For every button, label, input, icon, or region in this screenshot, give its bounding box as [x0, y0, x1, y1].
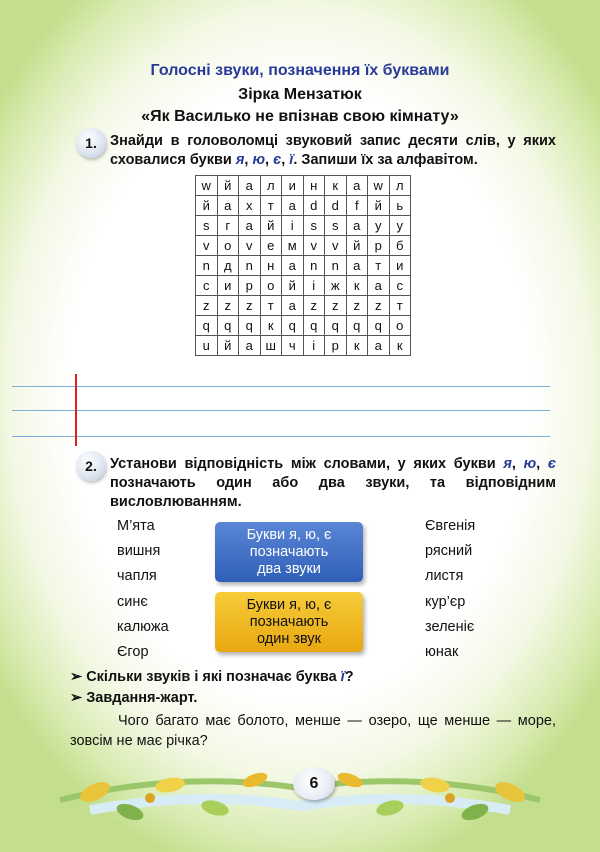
grid-cell: z: [303, 296, 325, 316]
grid-cell: ж: [325, 276, 347, 296]
grid-cell: р: [239, 276, 261, 296]
grid-cell: n: [239, 256, 261, 276]
grid-cell: а: [346, 256, 368, 276]
two-sounds-box: [215, 522, 363, 582]
grid-cell: а: [239, 336, 261, 356]
one-sound-line-1: Букви я, ю, є: [246, 597, 332, 613]
grid-cell: к: [325, 176, 347, 196]
grid-cell: у: [368, 216, 390, 236]
grid-cell: к: [346, 276, 368, 296]
author-name: Зірка Мензатюк: [238, 86, 362, 103]
question-2-text: Завдання-жарт.: [86, 690, 198, 706]
grid-cell: й: [196, 196, 218, 216]
right-word-3: листя: [425, 568, 464, 584]
grid-cell: n: [196, 256, 218, 276]
grid-cell: т: [368, 256, 390, 276]
grid-row: [196, 176, 411, 196]
grid-row: [196, 256, 411, 276]
grid-cell: q: [196, 316, 218, 336]
grid-cell: г: [217, 216, 239, 236]
grid-row: [196, 276, 411, 296]
grid-cell: i: [303, 336, 325, 356]
question-joke-task: [70, 690, 197, 706]
grid-cell: й: [217, 176, 239, 196]
grid-cell: т: [260, 196, 282, 216]
grid-cell: л: [260, 176, 282, 196]
grid-cell: й: [260, 216, 282, 236]
grid-cell: q: [303, 316, 325, 336]
left-word-5: калюжа: [117, 619, 169, 635]
grid-cell: z: [196, 296, 218, 316]
grid-cell: д: [217, 256, 239, 276]
two-sounds-line-1: Букви я, ю, є: [246, 527, 332, 543]
grid-cell: а: [346, 216, 368, 236]
grid-cell: v: [196, 236, 218, 256]
grid-cell: о: [260, 276, 282, 296]
grid-cell: а: [368, 276, 390, 296]
grid-row: [196, 236, 411, 256]
page-number: 6: [293, 768, 335, 800]
grid-cell: й: [282, 276, 304, 296]
grid-cell: т: [389, 296, 411, 316]
right-word-6: юнак: [425, 644, 459, 660]
grid-cell: v: [303, 236, 325, 256]
task-1-text-before: Знайди в головоломці звуковий запис десяти слів, у яких сховалися букви: [110, 133, 556, 168]
grid-cell: s: [303, 216, 325, 236]
grid-cell: ь: [389, 196, 411, 216]
letter-ye-2: є: [547, 456, 556, 472]
grid-cell: а: [239, 216, 261, 236]
grid-cell: м: [282, 236, 304, 256]
question-1-text: Скільки звуків і які позначає буква: [86, 669, 341, 685]
grid-cell: q: [368, 316, 390, 336]
grid-cell: а: [282, 296, 304, 316]
grid-cell: q: [325, 316, 347, 336]
one-sound-box: [215, 592, 363, 652]
grid-cell: й: [346, 236, 368, 256]
grid-cell: u: [196, 336, 218, 356]
task-1-badge: 1.: [76, 128, 106, 158]
grid-cell: а: [239, 176, 261, 196]
grid-cell: n: [325, 256, 347, 276]
margin-line: [75, 374, 77, 446]
grid-cell: х: [239, 196, 261, 216]
story-title: «Як Василько не впізнав свою кімнату»: [141, 108, 459, 125]
grid-cell: i: [303, 276, 325, 296]
letter-ye: є: [273, 152, 282, 168]
one-sound-line-2: позначають: [249, 614, 329, 630]
letter-yu: ю: [252, 152, 265, 168]
left-word-3: чапля: [117, 568, 157, 584]
lesson-title: Голосні звуки, позначення їх буквами: [150, 62, 450, 79]
task-1-text-after: . Запиши їх за алфавітом.: [293, 152, 478, 168]
two-sounds-line-3: два звуки: [257, 561, 321, 577]
grid-cell: z: [239, 296, 261, 316]
grid-cell: v: [325, 236, 347, 256]
arrow-icon: ➢: [70, 669, 83, 685]
grid-cell: а: [346, 176, 368, 196]
question-1-letter: ї: [340, 669, 345, 685]
grid-cell: и: [217, 276, 239, 296]
grid-cell: i: [282, 216, 304, 236]
grid-row: [196, 196, 411, 216]
grid-cell: л: [389, 176, 411, 196]
grid-cell: z: [346, 296, 368, 316]
grid-cell: с: [389, 276, 411, 296]
grid-cell: у: [389, 216, 411, 236]
grid-cell: а: [282, 256, 304, 276]
grid-cell: ч: [282, 336, 304, 356]
grid-cell: т: [260, 296, 282, 316]
writing-line-2[interactable]: [12, 410, 550, 411]
grid-cell: w: [196, 176, 218, 196]
grid-cell: р: [325, 336, 347, 356]
letter-yi: ї: [289, 152, 294, 168]
letter-ya-2: я: [503, 456, 512, 472]
joke-riddle: Чого багато має болото, менше — озеро, ще менше — море, зовсім не має річка?: [70, 713, 556, 749]
grid-cell: а: [217, 196, 239, 216]
grid-cell: е: [260, 236, 282, 256]
left-word-6: Єгор: [117, 644, 149, 660]
grid-cell: и: [389, 256, 411, 276]
grid-cell: z: [325, 296, 347, 316]
grid-cell: s: [196, 216, 218, 236]
grid-row: [196, 216, 411, 236]
grid-cell: d: [303, 196, 325, 216]
grid-cell: к: [346, 336, 368, 356]
grid-cell: о: [217, 236, 239, 256]
word-search-grid: [195, 175, 411, 356]
question-letter-yi: [70, 669, 354, 685]
grid-cell: н: [260, 256, 282, 276]
grid-cell: q: [217, 316, 239, 336]
task-2-text: Установи відповідність між словами, у яких букви я, ю, є позначають один або два звуки, та відповідним висловлюванням.: [110, 456, 556, 510]
grid-cell: q: [346, 316, 368, 336]
grid-cell: о: [389, 316, 411, 336]
grid-cell: к: [260, 316, 282, 336]
grid-row: [196, 336, 411, 356]
grid-cell: й: [217, 336, 239, 356]
grid-cell: а: [282, 196, 304, 216]
question-1-end: ?: [344, 669, 354, 685]
writing-line-1[interactable]: [12, 386, 550, 387]
grid-cell: w: [368, 176, 390, 196]
left-word-4: синє: [117, 594, 148, 610]
right-word-2: рясний: [425, 543, 473, 559]
grid-cell: с: [196, 276, 218, 296]
grid-row: [196, 296, 411, 316]
left-word-2: вишня: [117, 543, 161, 559]
grid-cell: q: [239, 316, 261, 336]
grid-cell: и: [282, 176, 304, 196]
writing-line-3[interactable]: [12, 436, 550, 437]
one-sound-line-3: один звук: [257, 631, 321, 647]
grid-cell: z: [217, 296, 239, 316]
left-word-1: М’ята: [117, 518, 155, 534]
grid-row: [196, 316, 411, 336]
task-1-text: Знайди в головоломці звуковий запис десяти слів, у яких сховалися букви я, ю, є, ї. Запиши їх за алфавітом.: [110, 133, 556, 168]
two-sounds-line-2: позначають: [249, 544, 329, 560]
grid-cell: н: [303, 176, 325, 196]
task-2-text-b: позначають один або два звуки, та відповідним висловлюванням.: [110, 475, 556, 510]
grid-cell: а: [368, 336, 390, 356]
arrow-icon-2: ➢: [70, 690, 83, 706]
grid-cell: d: [325, 196, 347, 216]
grid-cell: к: [389, 336, 411, 356]
right-word-4: кур’єр: [425, 594, 466, 610]
letter-ya: я: [235, 152, 245, 168]
right-word-5: зеленіє: [425, 619, 475, 635]
grid-cell: б: [389, 236, 411, 256]
grid-cell: s: [325, 216, 347, 236]
grid-cell: й: [368, 196, 390, 216]
grid-cell: f: [346, 196, 368, 216]
letter-yu-2: ю: [523, 456, 537, 472]
grid-cell: v: [239, 236, 261, 256]
task-2-badge: 2.: [76, 451, 106, 481]
grid-cell: q: [282, 316, 304, 336]
right-word-1: Євгенія: [425, 518, 476, 534]
task-2-text-a: Установи відповідність між словами, у яких букви: [110, 456, 504, 472]
grid-cell: ш: [260, 336, 282, 356]
grid-cell: z: [368, 296, 390, 316]
grid-cell: р: [368, 236, 390, 256]
grid-cell: n: [303, 256, 325, 276]
